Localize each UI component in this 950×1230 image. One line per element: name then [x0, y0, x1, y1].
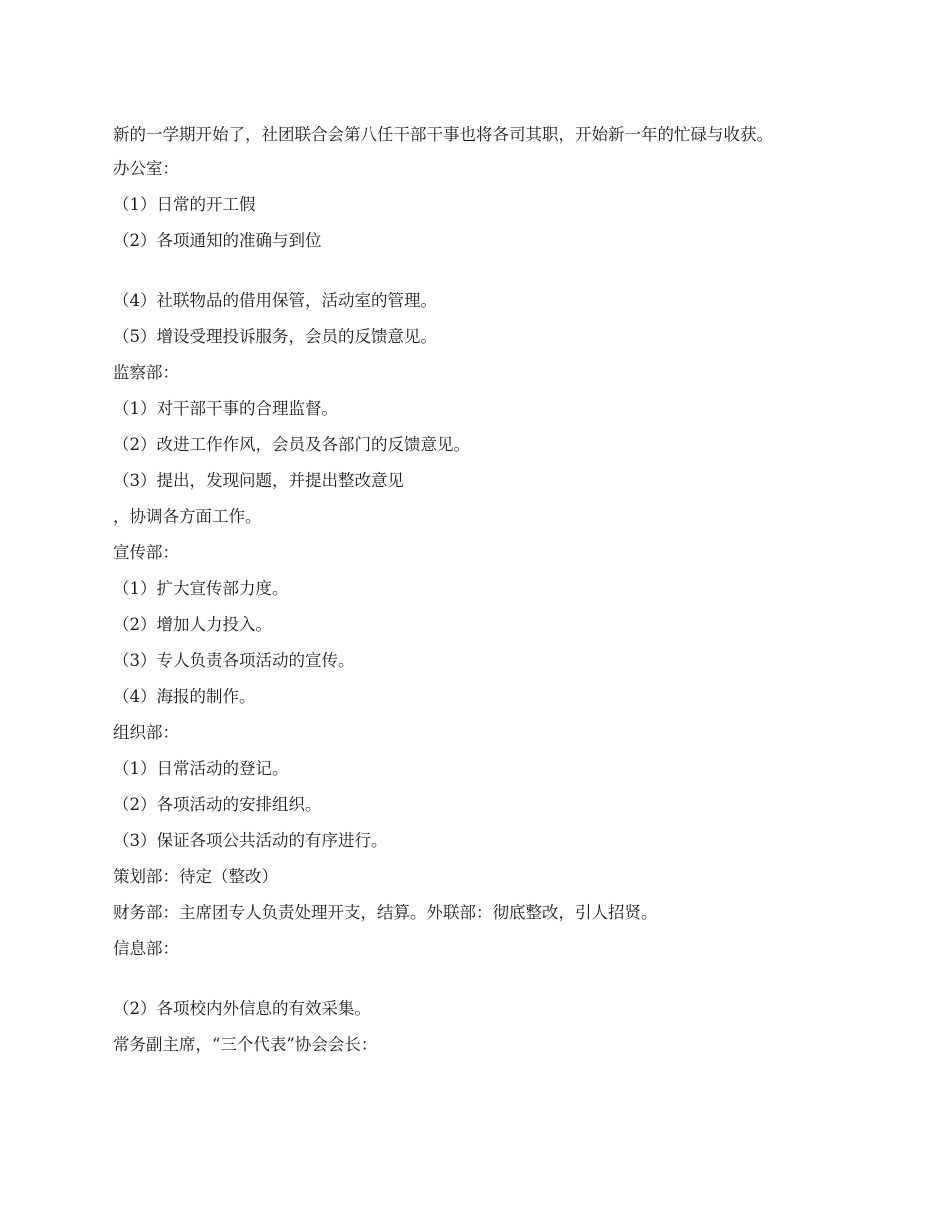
supervision-item-3: （3）提出，发现问题，并提出整改意见: [113, 471, 404, 490]
organization-item-3: （3）保证各项公共活动的有序进行。: [113, 831, 388, 850]
information-item-2: （2）各项校内外信息的有效采集。: [113, 999, 371, 1018]
office-item-1: （1）日常的开工假: [113, 195, 256, 214]
supervision-item-3-continued: ，协调各方面工作。: [113, 507, 262, 526]
publicity-item-2: （2）增加人力投入。: [113, 615, 272, 634]
office-item-2: （2）各项通知的准确与到位: [113, 231, 322, 250]
organization-heading: 组织部：: [113, 723, 179, 742]
planning-line: 策划部：待定（整改）: [113, 867, 278, 886]
office-item-4: （4）社联物品的借用保管，活动室的管理。: [113, 291, 437, 310]
supervision-heading: 监察部：: [113, 363, 179, 382]
intro-paragraph: 新的一学期开始了，社团联合会第八任干部干事也将各司其职，开始新一年的忙碌与收获。: [113, 125, 773, 144]
supervision-item-2: （2）改进工作作风，会员及各部门的反馈意见。: [113, 435, 470, 454]
organization-item-1: （1）日常活动的登记。: [113, 759, 289, 778]
finance-line: 财务部：主席团专人负责处理开支，结算。外联部：彻底整改，引人招贤。: [113, 903, 658, 922]
supervision-item-1: （1）对干部干事的合理监督。: [113, 399, 338, 418]
organization-item-2: （2）各项活动的安排组织。: [113, 795, 322, 814]
publicity-heading: 宣传部：: [113, 543, 179, 562]
publicity-item-3: （3）专人负责各项活动的宣传。: [113, 651, 355, 670]
publicity-item-1: （1）扩大宣传部力度。: [113, 579, 289, 598]
information-heading: 信息部：: [113, 939, 179, 958]
office-heading: 办公室：: [113, 159, 179, 178]
office-item-5: （5）增设受理投诉服务，会员的反馈意见。: [113, 327, 437, 346]
vice-chairman-line: 常务副主席，“三个代表”协会会长：: [113, 1035, 378, 1054]
document-body: [113, 124, 833, 1069]
publicity-item-4: （4）海报的制作。: [113, 687, 256, 706]
